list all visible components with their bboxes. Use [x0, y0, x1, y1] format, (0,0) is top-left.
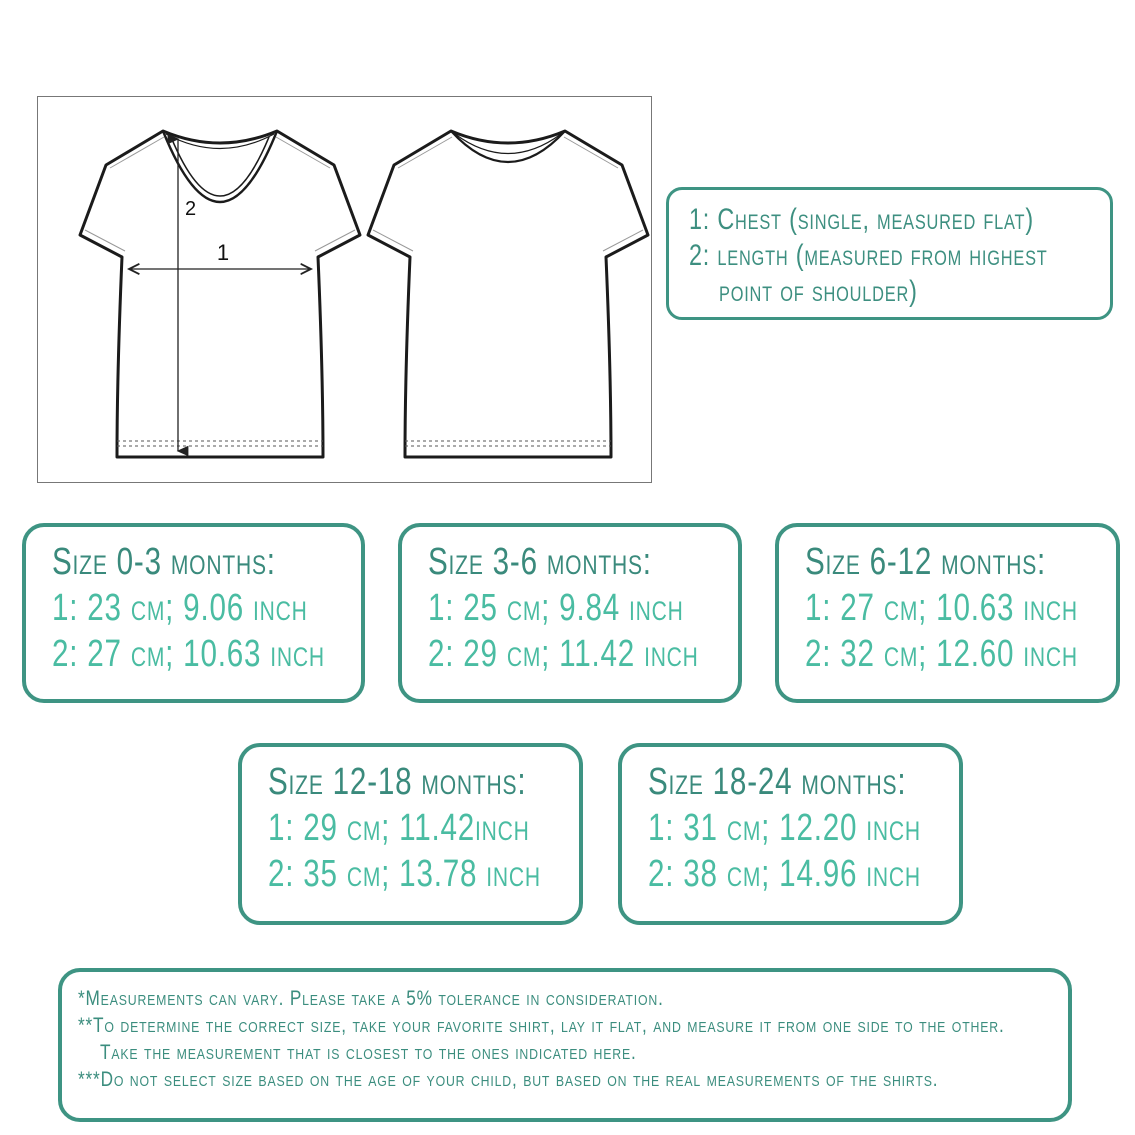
tshirt-diagram: [38, 97, 651, 482]
note-tolerance: *Measurements can vary. Please take a 5% tolerance in consideration.: [78, 987, 664, 1010]
size-box-title: Size 18-24 months:: [648, 761, 907, 803]
size-length-value: 2: 27 cm; 10.63 inch: [52, 633, 325, 675]
size-box-18-24-months: [618, 743, 963, 925]
size-chest-value: 1: 29 cm; 11.42inch: [268, 807, 530, 849]
size-length-value: 2: 35 cm; 13.78 inch: [268, 853, 541, 895]
legend-line-2: 2: length (measured from highest: [689, 239, 1048, 272]
notes-box: [58, 968, 1072, 1122]
size-chest-value: 1: 27 cm; 10.63 inch: [805, 587, 1078, 629]
length-arrow-label: 2: [185, 198, 197, 220]
size-chest-value: 1: 25 cm; 9.84 inch: [428, 587, 684, 629]
legend-box: [666, 187, 1113, 320]
size-box-6-12-months: [775, 523, 1120, 703]
note-how-to-measure-cont: Take the measurement that is closest to the ones indicated here.: [100, 1041, 637, 1064]
tshirt-diagram-frame: [37, 96, 652, 483]
tshirt-front-drawing: [80, 131, 360, 457]
size-chest-value: 1: 31 cm; 12.20 inch: [648, 807, 921, 849]
size-box-title: Size 3-6 months:: [428, 541, 652, 583]
size-box-title: Size 12-18 months:: [268, 761, 527, 803]
chest-arrow-label: 1: [216, 240, 230, 265]
size-length-value: 2: 32 cm; 12.60 inch: [805, 633, 1078, 675]
tshirt-back-drawing: [368, 131, 648, 457]
size-box-title: Size 0-3 months:: [52, 541, 276, 583]
note-age-warning: ***Do not select size based on the age of your child, but based on the real measurements of the shirts.: [78, 1068, 939, 1091]
size-box-0-3-months: [22, 523, 365, 703]
size-box-title: Size 6-12 months:: [805, 541, 1047, 583]
size-box-12-18-months: [238, 743, 583, 925]
size-length-value: 2: 29 cm; 11.42 inch: [428, 633, 699, 675]
legend-line-1: 1: Chest (single, measured flat): [689, 203, 1034, 236]
legend-line-3: point of shoulder): [719, 275, 918, 308]
size-box-3-6-months: [398, 523, 742, 703]
size-chest-value: 1: 23 cm; 9.06 inch: [52, 587, 308, 629]
size-length-value: 2: 38 cm; 14.96 inch: [648, 853, 921, 895]
note-how-to-measure: **To determine the correct size, take your favorite shirt, lay it flat, and measure it from one side to the other.: [78, 1014, 1005, 1037]
